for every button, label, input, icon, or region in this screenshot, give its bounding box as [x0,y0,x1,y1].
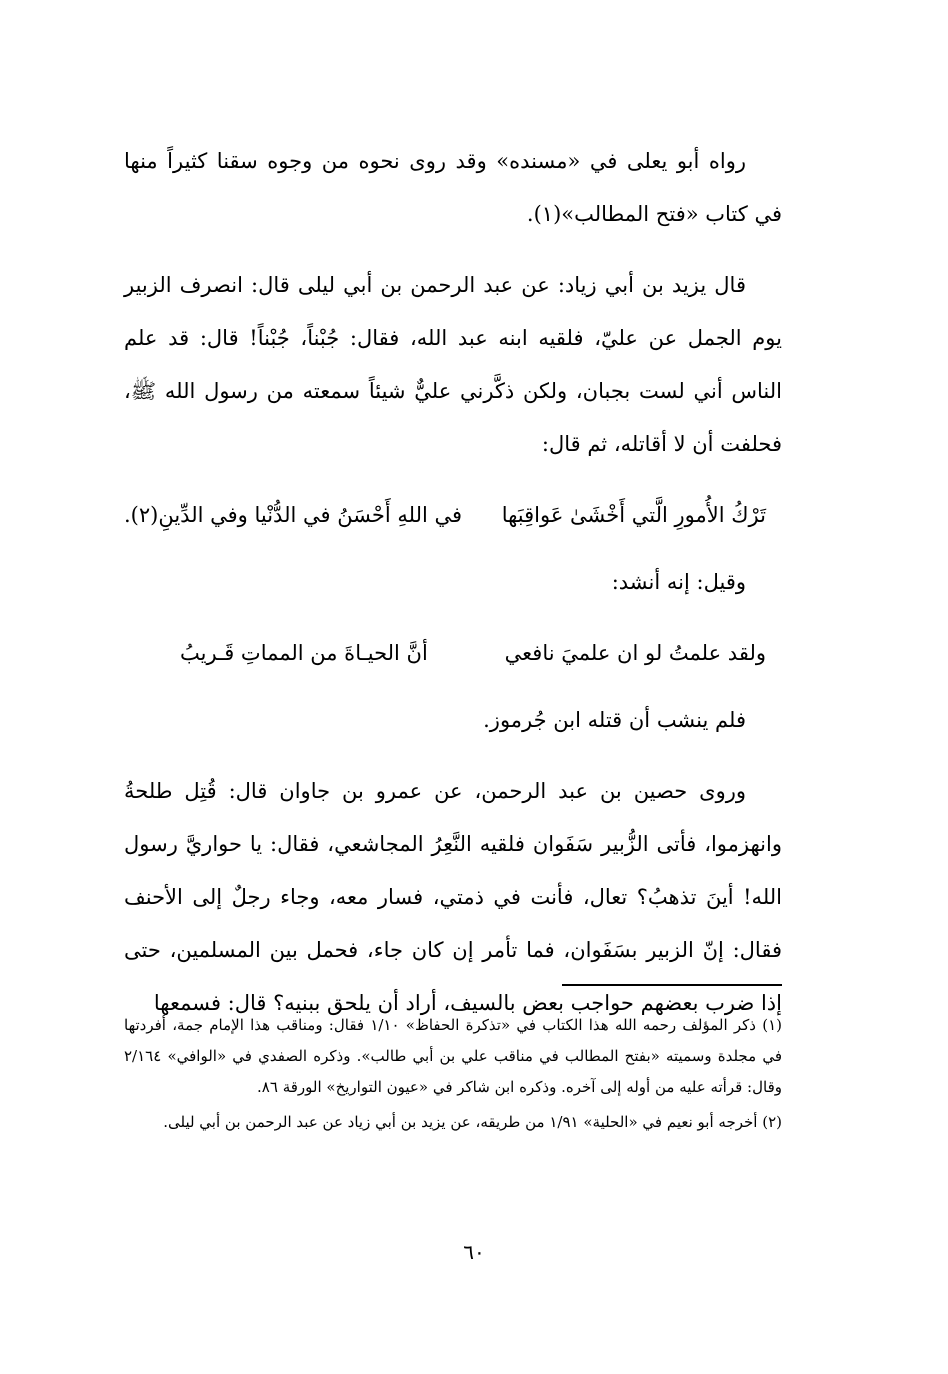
paragraph-final: وروى حصين بن عبد الرحمن، عن عمرو بن جاوان قال: قُتِل طلحةُ وانهزموا، فأتى الزُّبير سَفَوان فلقيه النَّعِرُ المجاشعي، فقال: يا حواريَّ رسول الله! أينَ تذهبُ؟ تعال، فأنت في ذمتي، فسار معه، وجاء رجلٌ إلى الأحنف فقال: إنّ الزبير بسَفَوان، فما تأمر إن كان جاء، فحمل بين المسلمين، حتى إذا ضرب بعضهم حواجب بعض بالسيف، أراد أن يلحق ببنيه؟ قال: فسمعها [124,779,782,1015]
verse-1-second-hemistich: في اللهِ أَحْسَنُ في الدُّنْيا وفي الدِّينِ(٢). [124,503,463,527]
verse-1-first-hemistich: تَرْكُ الأُمورِ الَّتي أَخْشَىٰ عَواقِبَها [501,503,766,527]
paragraph-1: رواه أبو يعلى في «مسنده» وقد روى نحوه من وجوه سقنا كثيراً منها في كتاب «فتح المطالب»(١). [124,149,782,226]
main-text [124,135,782,1048]
footnote-separator [562,984,782,986]
page-number: ٦٠ [463,1240,485,1264]
verse-2-second-hemistich: أنَّ الحيـاةَ من المماتِ قَـريبُ [180,641,428,665]
verse-2-first-hemistich: ولقد علمتُ لو ان علميَ نافعي [504,641,766,665]
footnote-1: (١) ذكر المؤلف رحمه الله هذا الكتاب في «تذكرة الحفاظ» ١/١٠ فقال: ومناقب هذا الإمام جمة، أفردتها في مجلدة وسميته «بفتح المطالب في مناقب علي بن أبي طالب». وذكره الصفدي في «الوافي» ٢/١٦٤ وقال: قرأته عليه من أوله إلى آخره. وذكره ابن شاكر في «عيون التواريخ» الورقة ٨٦. [124,1016,782,1096]
after-verse-line: فلم ينشب أن قتله ابن جُرموز. [483,708,746,732]
footnote-2: (٢) أخرجه أبو نعيم في «الحلية» ١/٩١ من طريقه، عن يزيد بن أبي زياد عن عبد الرحمن بن أبي ليلى. [163,1113,782,1131]
verse-line-2 [124,627,782,680]
paragraph-2: قال يزيد بن أبي زياد: عن عبد الرحمن بن أبي ليلى قال: انصرف الزبير يوم الجمل عن عليّ، فلقيه ابنه عبد الله، فقال: جُبْناً، جُبْناً! قال: قد علم الناس أني لست بجبان، ولكن ذكَّرني عليٌّ شيئاً سمعته من رسول الله ﷺ، فحلفت أن لا أقاتله، ثم قال: [124,273,782,456]
said-line: وقيل: إنه أنشد: [611,570,746,594]
verse-line-1 [124,489,782,542]
footnotes [124,1010,782,1142]
